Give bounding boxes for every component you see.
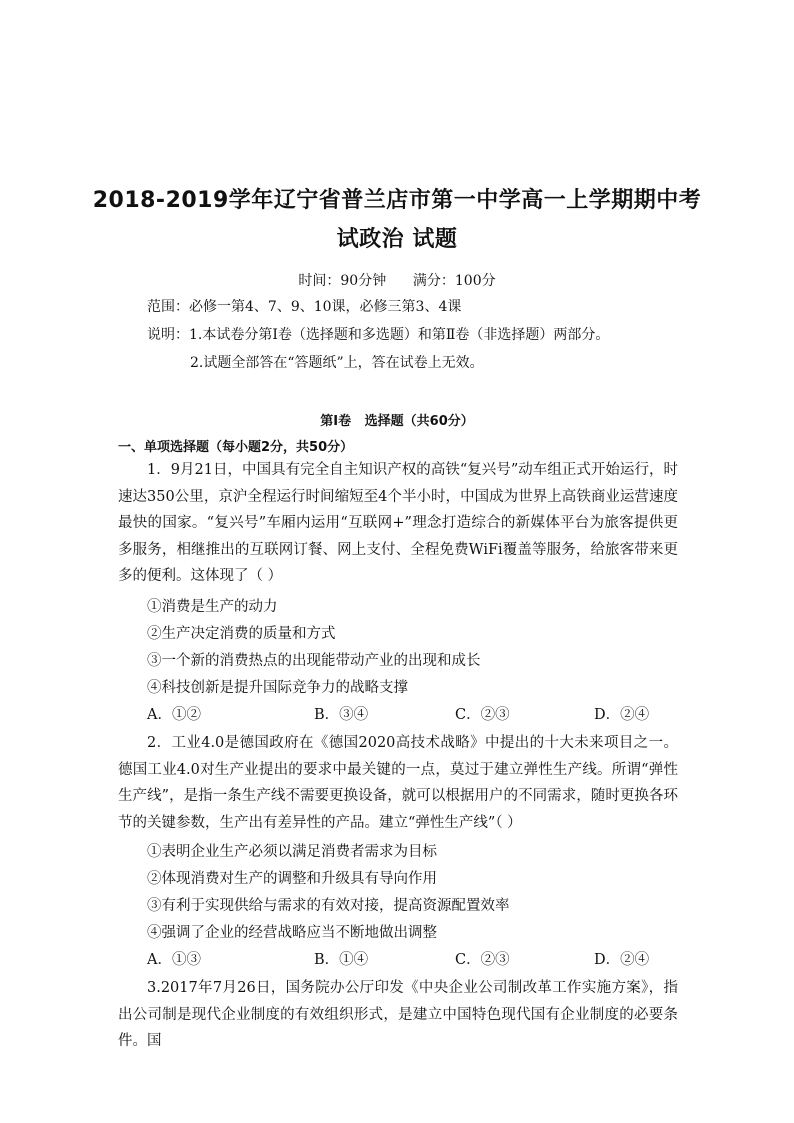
question-1-option-2: ②生产决定消费的质量和方式 (147, 626, 336, 642)
question-2-choice-a: A．①③ (147, 952, 201, 968)
question-2-stem: 2．工业4.0是德国政府在《德国2020高技术战略》中提出的十大未来项目之一。德国工业4.0对生产业提出的要求中最关键的一点，莫过于建立弹性生产线。所谓“弹性生产线”，是指一条生产线不需要更换设备，就可以根据用户的不同需求，随时更换各环节的关键参数，生产出有差异性的产品。建立“弹性生产线”（ ） (118, 735, 678, 831)
exam-scope: 范围：必修一第4、7、9、10课，必修三第3、4课 (147, 299, 462, 315)
question-1-choice-a: A．①② (147, 707, 201, 723)
question-2-choice-b: B．①④ (314, 952, 369, 968)
exam-note-1: 说明：1.本试卷分第Ⅰ卷（选择题和多选题）和第Ⅱ卷（非选择题）两部分。 (147, 327, 610, 343)
question-1-choice-d: D．②④ (594, 707, 650, 723)
question-1-option-1: ①消费是生产的动力 (147, 599, 278, 615)
question-1-option-3: ③一个新的消费热点的出现能带动产业的出现和成长 (147, 653, 481, 669)
exam-note-2: 2.试题全部答在“答题纸”上，答在试卷上无效。 (190, 355, 484, 371)
question-2-choice-c: C．②③ (455, 952, 510, 968)
question-2-option-1: ①表明企业生产必须以满足消费者需求为目标 (147, 844, 437, 860)
time-score-info: 时间：90分钟 满分：100分 (298, 273, 496, 289)
question-1-option-4: ④科技创新是提升国际竞争力的战略支撑 (147, 680, 408, 696)
question-1-choice-c: C．②③ (455, 707, 510, 723)
section-heading: 一、单项选择题（每小题2分，共50分） (118, 440, 354, 455)
question-2-option-3: ③有利于实现供给与需求的有效对接，提高资源配置效率 (147, 898, 510, 914)
question-1-stem: 1．9月21日，中国具有完全自主知识产权的高铁“复兴号”动车组正式开始运行，时速达350公里，京沪全程运行时间缩短至4个半小时，中国成为世界上高铁商业运营速度最快的国家。“复兴号”车厢内运用“互联网+”理念打造综合的新媒体平台为旅客提供更多服务，相继推出的互联网订餐、网上支付、全程免费WiFi覆盖等服务，给旅客带来更多的便利。这体现了（ ） (118, 462, 678, 584)
exam-title-line1: 2018-2019学年辽宁省普兰店市第一中学高一上学期期中考 (92, 188, 702, 213)
part1-title: 第Ⅰ卷 选择题（共60分） (320, 414, 474, 429)
question-3-stem: 3.2017年7月26日，国务院办公厅印发《中央企业公司制改革工作实施方案》，指出公司制是现代企业制度的有效组织形式，是建立中国特色现代国有企业制度的必要条件。国 (118, 980, 678, 1049)
question-2-option-2: ②体现消费对生产的调整和升级具有导向作用 (147, 871, 437, 887)
question-2-choice-d: D．②④ (594, 952, 650, 968)
exam-title-line2: 试政治 试题 (336, 227, 458, 252)
question-1-choice-b: B．③④ (314, 707, 369, 723)
question-2-option-4: ④强调了企业的经营战略应当不断地做出调整 (147, 925, 437, 941)
